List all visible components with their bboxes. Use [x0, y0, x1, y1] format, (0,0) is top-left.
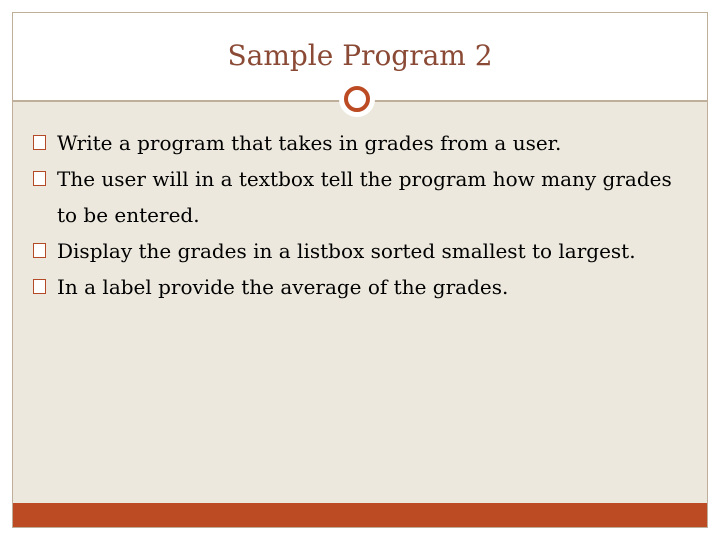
- bullet-text-2: The user will in a textbox tell the program how many grades to be entered.: [57, 167, 672, 227]
- bullet-text-3: Display the grades in a listbox sorted smallest to largest.: [57, 239, 636, 263]
- bullet-list: [33, 125, 693, 305]
- footer-bar: [13, 503, 707, 527]
- content-area: [13, 101, 707, 503]
- bullet-marker-icon: [33, 243, 46, 258]
- bullet-item-1: [33, 125, 693, 161]
- bullet-item-4: [33, 269, 693, 305]
- bullet-item-3: [33, 233, 693, 269]
- ring-ornament-icon: [339, 81, 375, 117]
- bullet-text-1: Write a program that takes in grades from a user.: [57, 131, 562, 155]
- bullet-text-4: In a label provide the average of the grades.: [57, 275, 509, 299]
- bullet-item-2: [33, 161, 693, 233]
- bullet-marker-icon: [33, 279, 46, 294]
- slide-title: Sample Program 2: [227, 39, 493, 72]
- ring-inner: [344, 86, 370, 112]
- bullet-marker-icon: [33, 135, 46, 150]
- bullet-marker-icon: [33, 171, 46, 186]
- slide-frame: [12, 12, 708, 528]
